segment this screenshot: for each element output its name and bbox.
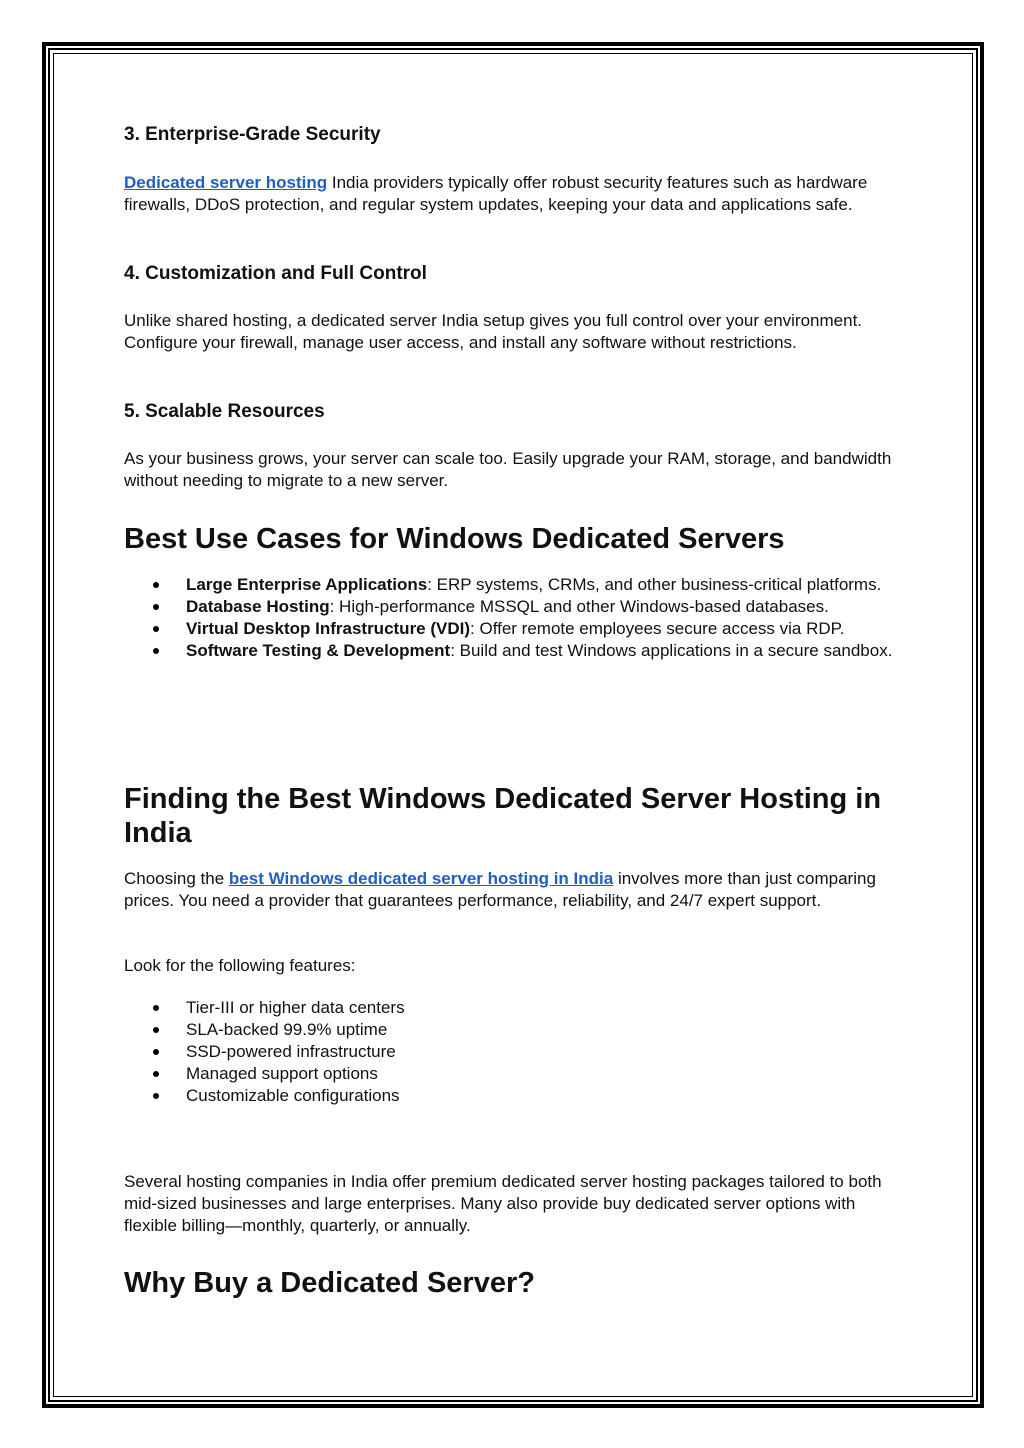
list-item: [124, 1085, 904, 1107]
feature-text: Tier-III or higher data centers: [186, 998, 405, 1017]
security-heading: 3. Enterprise-Grade Security: [124, 124, 381, 145]
list-item: [124, 596, 904, 618]
bullet-icon: [153, 582, 159, 588]
list-item: [124, 1063, 904, 1085]
list-item: [124, 574, 904, 596]
feature-text: SSD-powered infrastructure: [186, 1042, 396, 1061]
finding-intro-after: involves more than just comparing prices. You need a provider that guarantees performance, reliability, and 24/7 expert support.: [124, 869, 876, 910]
use-case-desc: : High-performance MSSQL and other Windows-based databases.: [329, 597, 829, 616]
use-cases-list: [124, 574, 904, 662]
use-case-term: Large Enterprise Applications: [186, 575, 428, 594]
bullet-icon: [153, 1093, 159, 1099]
finding-heading: Finding the Best Windows Dedicated Server Hosting in India: [124, 783, 882, 849]
security-body: India providers typically offer robust security features such as hardware firewalls, DDoS protection, and regular system updates, keeping your data and applications safe.: [124, 173, 868, 214]
list-item: [124, 640, 904, 662]
use-case-term: Software Testing & Development: [186, 641, 451, 660]
bullet-icon: [153, 1027, 159, 1033]
closing-paragraph: Several hosting companies in India offer premium dedicated server hosting packages tailored to both mid-sized businesses and large enterprises. Many also provide buy dedicated server options with flexible billing—monthly, quarterly, or annually.: [124, 1172, 882, 1235]
why-buy-heading: Why Buy a Dedicated Server?: [124, 1267, 535, 1299]
use-cases-heading: Best Use Cases for Windows Dedicated Servers: [124, 523, 785, 555]
finding-intro: [124, 868, 899, 912]
use-case-term: Virtual Desktop Infrastructure (VDI): [186, 619, 471, 638]
bullet-icon: [153, 1049, 159, 1055]
feature-text: Customizable configurations: [186, 1086, 400, 1105]
use-case-desc: : Offer remote employees secure access via RDP.: [470, 619, 845, 638]
list-item: [124, 618, 904, 640]
bullet-icon: [153, 626, 159, 632]
best-windows-hosting-link[interactable]: best Windows dedicated server hosting in India: [228, 869, 614, 888]
scalable-paragraph: As your business grows, your server can scale too. Easily upgrade your RAM, storage, and bandwidth without needing to migrate to a new server.: [124, 449, 892, 490]
bullet-icon: [153, 1071, 159, 1077]
customization-paragraph: Unlike shared hosting, a dedicated server India setup gives you full control over your environment. Configure your firewall, manage user access, and install any software without restrictions.: [124, 311, 863, 352]
dedicated-server-hosting-link[interactable]: Dedicated server hosting: [124, 173, 328, 192]
bullet-icon: [153, 1005, 159, 1011]
use-case-desc: : ERP systems, CRMs, and other business-critical platforms.: [427, 575, 882, 594]
bullet-icon: [153, 648, 159, 654]
features-list: [124, 997, 904, 1107]
look-for-text: Look for the following features:: [124, 956, 356, 975]
finding-intro-before: Choosing the: [124, 869, 229, 888]
feature-text: Managed support options: [186, 1064, 378, 1083]
feature-text: SLA-backed 99.9% uptime: [186, 1020, 388, 1039]
scalable-heading: 5. Scalable Resources: [124, 401, 325, 422]
bullet-icon: [153, 604, 159, 610]
use-case-term: Database Hosting: [186, 597, 330, 616]
use-case-desc: : Build and test Windows applications in a secure sandbox.: [450, 641, 893, 660]
list-item: [124, 1041, 904, 1063]
list-item: [124, 997, 904, 1019]
security-paragraph: [124, 172, 899, 216]
list-item: [124, 1019, 904, 1041]
customization-heading: 4. Customization and Full Control: [124, 263, 427, 284]
